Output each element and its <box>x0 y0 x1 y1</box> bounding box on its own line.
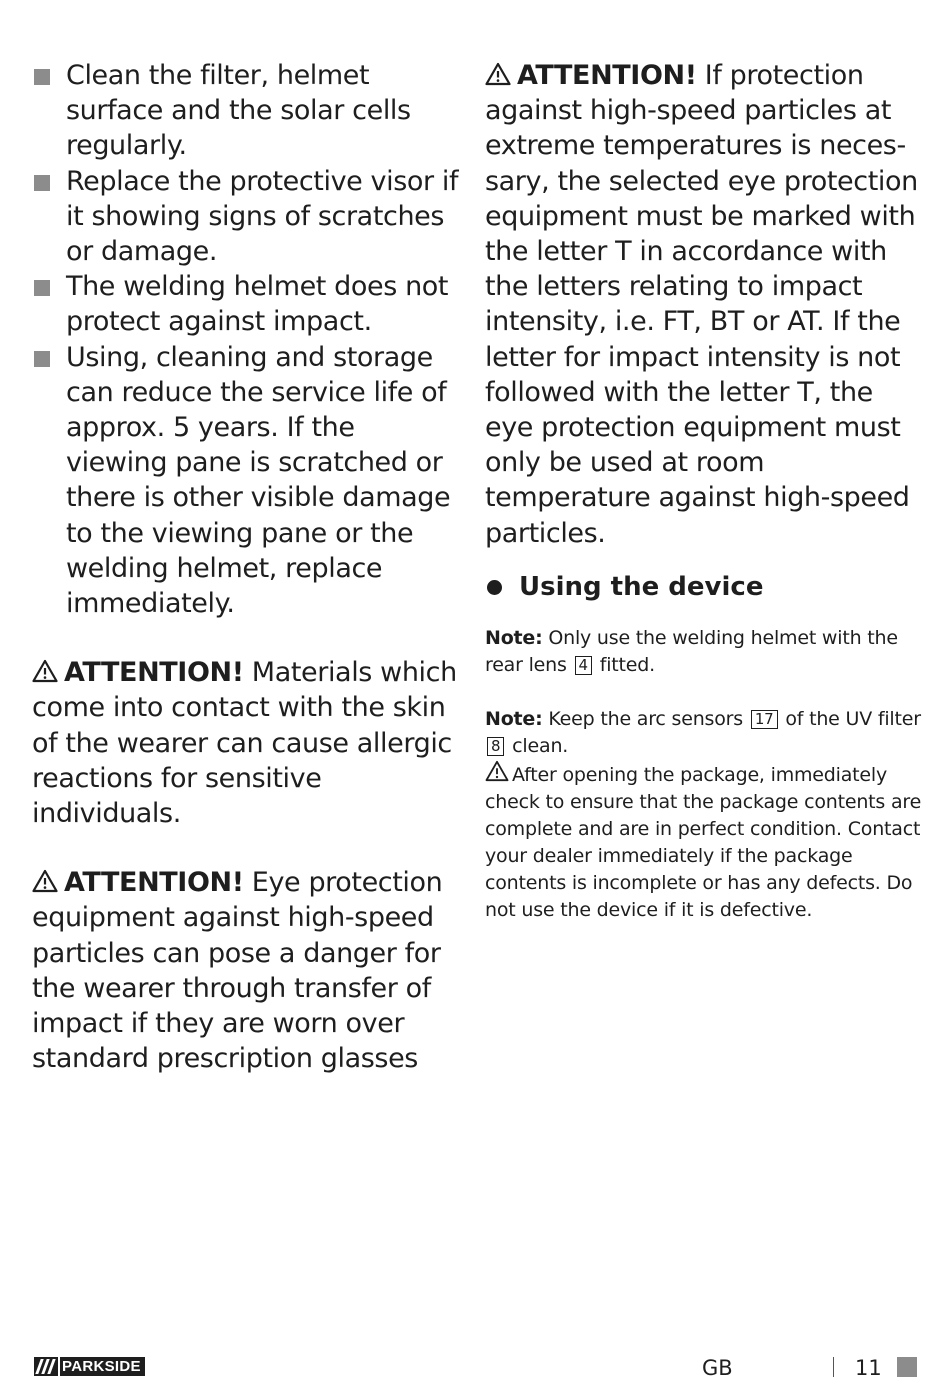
dot-bullet-icon <box>487 580 502 595</box>
warning-triangle-icon <box>32 869 58 893</box>
list-item: Clean the filter, helmet surface and the solar cells regularly. <box>32 58 462 164</box>
warning-triangle-icon <box>32 659 58 683</box>
section-heading: Using the device <box>485 567 925 607</box>
right-column <box>485 58 925 924</box>
list-item: Replace the protective visor if it showing signs of scratches or damage. <box>32 164 462 270</box>
square-bullet-icon <box>34 280 50 296</box>
list-item: The welding helmet does not protect against impact. <box>32 269 462 339</box>
attention-label: ATTENTION! <box>64 657 244 689</box>
attention-impact: ATTENTION! Eye protection equipment against high-speed particles can pose a danger for the wearer through transfer of impact if they are worn over standard prescription glasses <box>32 867 443 1075</box>
warning-triangle-icon <box>485 62 511 86</box>
note-label: Note: <box>485 626 543 649</box>
note-rear-lens: Note: Only use the welding helmet with the rear lens 4 fitted. <box>485 626 898 676</box>
logo-stripes-icon <box>34 1357 58 1376</box>
brand-name: PARKSIDE <box>60 1357 145 1376</box>
square-bullet-icon <box>34 69 50 85</box>
attention-label: ATTENTION! <box>517 60 697 91</box>
part-reference: 4 <box>575 656 592 675</box>
left-column <box>32 58 462 1076</box>
footer-divider <box>833 1357 834 1377</box>
attention-label: ATTENTION! <box>64 867 244 899</box>
list-item: Using, cleaning and storage can reduce the service life of approx. 5 years. If the viewing pane is scratched or there is other visible damage to the viewing pane or the welding helmet, replace immediately. <box>32 340 462 622</box>
note-label: Note: <box>485 707 543 730</box>
note-arc-sensors: Note: Keep the arc sensors 17 of the UV filter 8 clean. <box>485 707 921 757</box>
square-bullet-icon <box>34 175 50 191</box>
package-warning: After opening the package, immediately check to ensure that the package contents are complete and are in perfect condition. Contact your dealer immediately if the package contents is incomplete or has any defects. Do not use the device if it is defective. <box>485 760 925 924</box>
attention-temperature: ATTENTION! If protection against high-speed particles at extreme temperatures is neces-sary, the selected eye protection equipment must be marked with the letter T in accordance with the letters relating to impact intensity, i.e. FT, BT or AT. If the letter for impact intensity is not followed with the letter T, the eye protection equipment must only be used at room temperature against high-speed particles. <box>485 60 918 549</box>
square-bullet-icon <box>34 351 50 367</box>
part-reference: 17 <box>751 710 778 729</box>
square-marker-icon <box>897 1357 917 1377</box>
brand-logo <box>34 1357 145 1376</box>
maintenance-list <box>32 58 462 621</box>
part-reference: 8 <box>487 737 504 756</box>
attention-allergy: ATTENTION! Materials which come into contact with the skin of the wearer can cause allergic reactions for sensitive individuals. <box>32 657 457 830</box>
page-number: 11 <box>855 1356 882 1380</box>
warning-triangle-icon <box>485 760 509 782</box>
language-code: GB <box>702 1356 733 1380</box>
